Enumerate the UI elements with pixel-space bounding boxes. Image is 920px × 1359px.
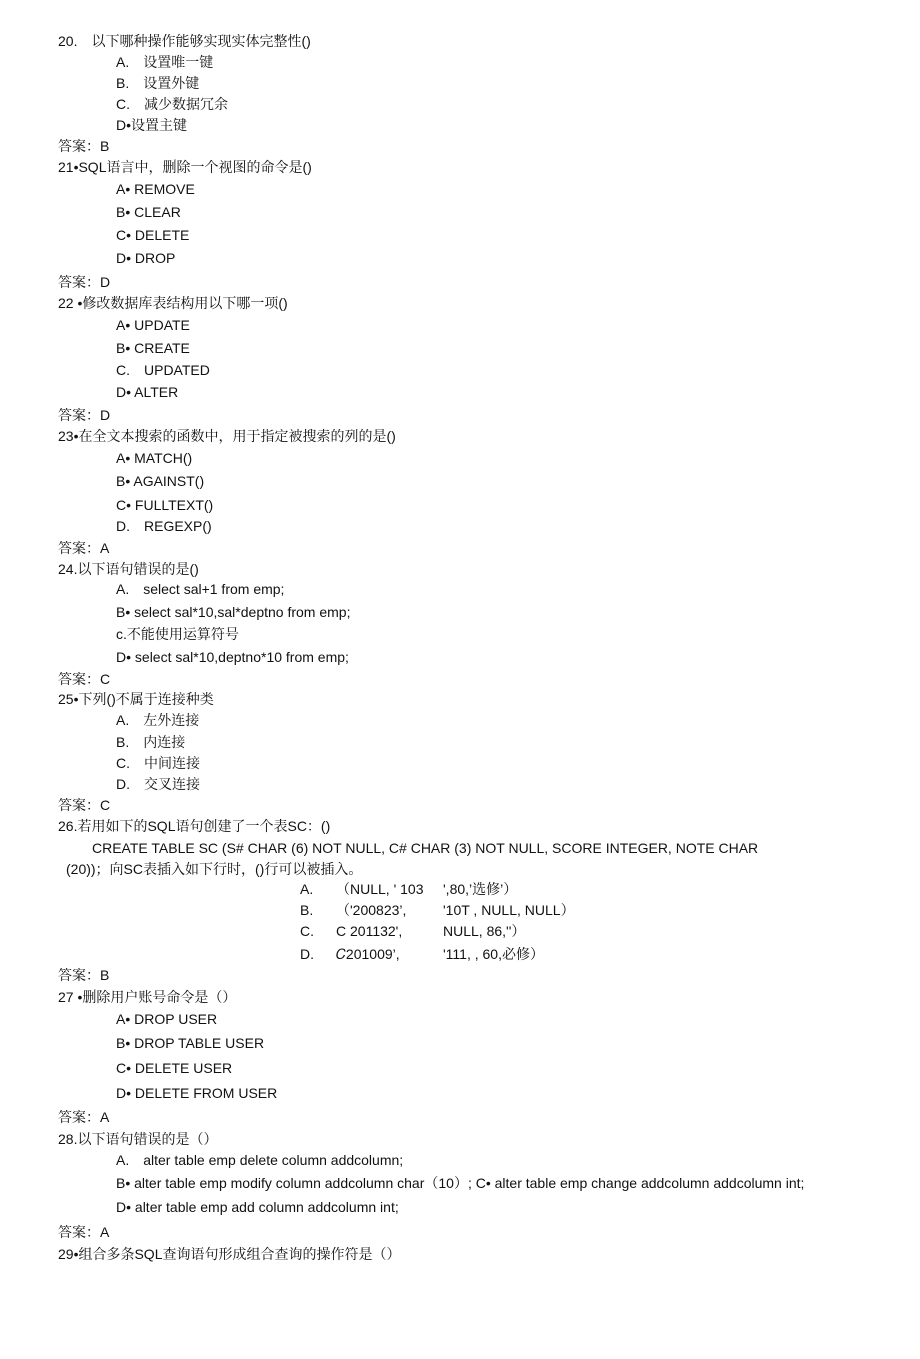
question-22-option-a: A• UPDATE [116,317,190,333]
question-27-stem: 27 •删除用户账号命令是（） [58,989,237,1005]
question-26-option-c-letter: C. [300,923,314,939]
question-27-option-a: A• DROP USER [116,1011,218,1027]
question-26-option-d-letter: D. [300,946,314,962]
question-24-option-c: c.不能使用运算符号 [116,626,239,642]
question-28-option-b-c: B• alter table emp modify column addcolumn char（10）; C• alter table emp change addcolumn addcolumn int; [116,1175,805,1191]
question-26-sql-continuation: (20))；向SC表插入如下行时，()行可以被插入。 [66,861,363,877]
question-25-option-c: C. 中间连接 [116,755,200,771]
question-23-option-a: A• MATCH() [116,450,193,466]
question-20-stem: 20. 以下哪种操作能够实现实体完整性() [58,33,311,49]
question-28-stem: 28.以下语句错误的是（） [58,1131,218,1147]
question-21-stem: 21•SQL语言中，删除一个视图的命令是() [58,159,312,175]
question-26-option-d-part2: '111, , 60,必修） [443,946,544,962]
question-26-option-a-part2: ',80,’选修’） [443,881,518,897]
question-27-option-c: C• DELETE USER [116,1060,233,1076]
question-22-answer: 答案：D [58,407,111,423]
question-26-option-c-part1: C 201132', [336,923,403,939]
question-28-option-d: D• alter table emp add column addcolumn int; [116,1199,399,1215]
question-24-option-a: A. select sal+1 from emp; [116,581,285,597]
question-25-option-b: B. 内连接 [116,734,186,750]
question-23-stem: 23•在全文本搜索的函数中，用于指定被搜索的列的是() [58,428,396,444]
question-23-option-d: D. REGEXP() [116,518,212,534]
question-21-option-c: C• DELETE [116,227,190,243]
question-20-option-c: C. 减少数据冗余 [116,96,228,112]
question-23-option-b: B• AGAINST() [116,473,205,489]
question-20-answer: 答案：B [58,138,110,154]
question-25-option-a: A. 左外连接 [116,712,200,728]
question-26-option-b-part2: '10T , NULL, NULL） [443,902,575,918]
question-23-option-c: C• FULLTEXT() [116,497,214,513]
question-28-option-a: A. alter table emp delete column addcolumn; [116,1152,404,1168]
question-25-option-d: D. 交叉连接 [116,776,200,792]
question-27-option-b: B• DROP TABLE USER [116,1035,265,1051]
question-28-answer: 答案：A [58,1224,110,1240]
question-21-option-d: D• DROP [116,250,176,266]
question-20-option-b: B. 设置外键 [116,75,200,91]
question-20-option-a: A. 设置唯一键 [116,54,214,70]
question-24-option-d: D• select sal*10,deptno*10 from emp; [116,649,349,665]
question-24-stem: 24.以下语句错误的是() [58,561,199,577]
question-27-answer: 答案：A [58,1109,110,1125]
question-24-option-b: B• select sal*10,sal*deptno from emp; [116,604,351,620]
question-21-option-b: B• CLEAR [116,204,181,220]
question-22-stem: 22 •修改数据库表结构用以下哪一项() [58,295,288,311]
question-26-option-c-part2: NULL, 86,''） [443,923,526,939]
question-22-option-c: C. UPDATED [116,362,210,378]
question-20-option-d: D•设置主键 [116,117,188,133]
question-26-sql-line: CREATE TABLE SC (S# CHAR (6) NOT NULL, C# CHAR (3) NOT NULL, SCORE INTEGER, NOTE CHAR [92,840,759,856]
question-25-answer: 答案：C [58,797,111,813]
question-22-option-b: B• CREATE [116,340,190,356]
question-26-stem: 26.若用如下的SQL语句创建了一个表SC：() [58,818,331,834]
question-26-option-a-part1: （NULL, ' 103 [336,881,424,897]
question-22-option-d: D• ALTER [116,384,179,400]
question-26-option-a-letter: A. [300,881,314,897]
question-24-answer: 答案：C [58,671,111,687]
question-25-stem: 25•下列()不属于连接种类 [58,691,214,707]
question-26-option-d-part1: 𝐶201009’, [336,946,400,962]
question-29-stem: 29•组合多条SQL查询语句形成组合查询的操作符是（） [58,1246,401,1262]
question-21-answer: 答案：D [58,274,111,290]
question-21-option-a: A• REMOVE [116,181,195,197]
question-26-option-b-part1: （'200823’, [336,902,407,918]
question-26-answer: 答案：B [58,967,110,983]
question-26-option-b-letter: B. [300,902,314,918]
question-27-option-d: D• DELETE FROM USER [116,1085,278,1101]
question-23-answer: 答案：A [58,540,110,556]
